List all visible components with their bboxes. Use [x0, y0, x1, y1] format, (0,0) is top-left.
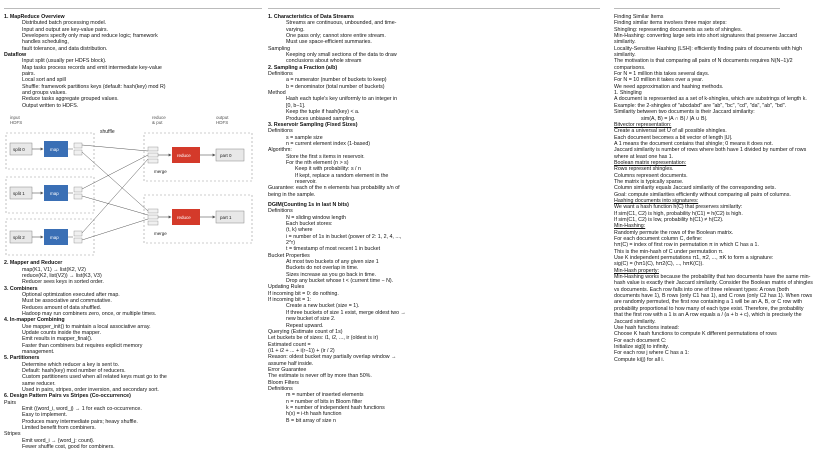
subsection-title: Pairs [4, 399, 17, 406]
text-line: Reason: oldest bucket may partially overlap window → [268, 354, 397, 361]
map-label-0: map [50, 147, 59, 153]
text-line: Emit ((word_i, word_j) → 1 for each co-occurrence. [22, 406, 142, 413]
text-line: If sim(C1, C2) is low, probability h(C1) ≠ h(C2). [614, 217, 724, 223]
text-line: Reduces amount of data shuffled. [22, 304, 102, 311]
text-line: and groups values. [22, 90, 67, 97]
text-line: Must use space-efficient summaries. [286, 39, 372, 46]
header-input-hdfs: HDFS [10, 120, 23, 126]
text-line: s = sample size [286, 134, 323, 141]
text-line: Default: hash(key) mod number of reducers. [22, 368, 126, 374]
text-line: h(x) = i-th hash function [286, 411, 342, 418]
text-line: Column similarity equals Jaccard similarity of the corresponding sets. [614, 185, 776, 192]
text-line: Faster than combiners but requires explicit memory [22, 342, 143, 349]
text-line: Produces unbiased sampling. [286, 115, 356, 122]
text-line: reduce(K2, list(V2)) → list(K3, V3) [22, 272, 102, 279]
section-title: Dataflow [4, 52, 27, 59]
text-line: Create a new bucket (size = 1). [286, 303, 360, 310]
text-line: A document is represented as a set of k-shingles, which are substrings of length k. [614, 96, 807, 103]
text-line: If incoming bit = 1: [268, 297, 312, 304]
text-line: Emit word_i → {word_j: count}. [22, 437, 95, 444]
text-line: (i1 + i2 + ... + i(r−1)) + (ir / 2) [268, 347, 335, 354]
text-line: hπ(C) = index of first row in permutation π in which C has a 1. [614, 242, 759, 249]
text-line: For the nth element (n > s) [286, 159, 349, 166]
text-line: If incoming bit = 0: do nothing. [268, 290, 339, 297]
text-line: management. [22, 348, 55, 355]
text-line: We need approximation and hashing methods. [614, 83, 724, 90]
text-line: Used in pairs, stripes, order inversion, and secondary sort. [22, 387, 159, 394]
text-line: Produces many intermediate pairs; heavy shuffle. [22, 418, 138, 425]
subsection-title: Bitvector representation: [614, 121, 672, 128]
text-line: hash value is exactly their Jaccard similarity. Consider the Boolean matrix of shingles [614, 280, 813, 287]
merge-label: merge [154, 231, 167, 237]
subsection-title: Bloom Filters [268, 379, 299, 386]
text-line: (t, k) where [286, 227, 313, 234]
text-line: N = sliding window length [286, 214, 346, 221]
text-line: Each bucket stores: [286, 221, 333, 227]
split-0-label: split 0 [13, 147, 25, 153]
subsection-title: Algorithm: [268, 147, 292, 154]
text-line: Buckets do not overlap in time. [286, 265, 359, 272]
text-line: Example: the 2-shingles of "abcdabd" are "ab", "bc", "cd", "da", "ab", "bd". [614, 102, 787, 109]
text-line: Determine which reducer a key is sent to. [22, 361, 120, 368]
text-line: Fewer shuffle cost, good for combiners. [22, 444, 115, 450]
text-line: Limited benefit from combiners. [22, 425, 96, 432]
text-line: Input split (usually per HDFS block). [22, 58, 107, 65]
header-reduce-put: & put [152, 120, 163, 126]
text-line: Streams are continuous, unbounded, and time- [286, 20, 397, 27]
text-line: Estimated count = [268, 341, 311, 348]
text-line: The estimate is never off by more than 50%. [268, 373, 372, 380]
text-line: assume half inside. [268, 360, 314, 367]
section-title: 2. Sampling a Fraction (a/b) [268, 64, 338, 71]
text-line: comparisons. [614, 64, 646, 71]
text-line: Reduce tasks aggregate grouped values. [22, 96, 119, 103]
section-title: 3. Reservoir Sampling (Fixed Sizes) [268, 121, 358, 128]
text-line: For each document column C, define: [614, 236, 703, 243]
text-line: Guarantee: each of the n elements has probability s/n of [268, 185, 400, 192]
text-line: Developers specify only map and reduce logic; framework [22, 33, 158, 40]
text-line: Output written to HDFS. [22, 102, 79, 109]
text-line: B = bit array of size n [286, 417, 336, 424]
header-shuffle: shuffle [100, 129, 115, 136]
text-line: Shuffle: framework partitions keys (default: hash(key) mod R) [22, 83, 166, 90]
text-line: documents have 1), B rows (only C1 has 1), and C rows (only C2 has 1). When rows [614, 293, 813, 300]
text-line: conclusions about whole stream [286, 58, 362, 65]
text-line: [0, b−1]. [286, 102, 306, 109]
section-title: 1. Characteristics of Data Streams [268, 14, 354, 20]
text-line: n = number of bits in Bloom filter [286, 398, 363, 405]
text-line: Querying (Estimate count of 1s) [268, 328, 343, 335]
text-line: For N = 1 million this takes several days. [614, 71, 710, 78]
subsection-title: Stripes [4, 431, 21, 438]
subsection-title: Use hash functions instead: [614, 324, 680, 331]
header-output-hdfs: HDFS [216, 120, 229, 126]
text-line: Keeping only small sections of the data to draw [286, 52, 397, 59]
text-line: sig(C) = (hπ1(C), hπ2(C), ..., hπK(C)). [614, 261, 704, 268]
text-line: For N = 10 million it takes over a year. [614, 77, 704, 84]
text-line: Reducer sees keys in sorted order. [22, 279, 104, 286]
column-similar-items [614, 14, 813, 441]
col1-top-rule [4, 8, 262, 9]
text-line: Use K independent permutations π1, π2, ..., πK to form a signature: [614, 255, 774, 262]
text-line: handles scheduling, [22, 39, 69, 46]
text-line: Distributed batch processing model. [22, 20, 107, 27]
text-line: Drop any bucket whose t < (current time − N). [286, 278, 394, 285]
text-line: Compute ki(j) for all i. [614, 356, 665, 363]
text-line: fault tolerance, and data distribution. [22, 45, 108, 52]
text-line: being in the sample. [268, 191, 316, 198]
subsection-title: Definitions [268, 208, 293, 215]
text-line: a = numerator (number of buckets to keep) [286, 77, 387, 84]
text-line: similarity. [614, 39, 636, 46]
column-mapreduce [4, 14, 264, 450]
text-line: that the first row with a 1 is an A row equals a / (a + b + c), which is precisely the [614, 312, 802, 319]
map-label-1: map [50, 191, 59, 197]
text-line: same reducer. [22, 380, 56, 387]
section-title: Finding Similar Items [614, 14, 664, 20]
text-line: Emit results in mapper_final(). [22, 336, 93, 343]
merge-label: merge [154, 169, 167, 175]
subsection-title: 1. Shingling [614, 90, 642, 97]
text-line: We want a hash function h(C) that preserves similarity: [614, 204, 743, 211]
text-line: probability proportional to how many of each type exist. Therefore, the probability [614, 305, 804, 312]
text-line: If three buckets of size 1 exist, merge oldest two → [286, 309, 406, 316]
subsection-title: Updating Rules [268, 284, 305, 291]
text-line: The matrix is typically sparse. [614, 178, 684, 185]
text-line: reservoir. [295, 178, 317, 185]
text-line: Choose K hash functions to compute K different permutations of rows [614, 331, 777, 338]
text-line: Finding similar items involves three major steps: [614, 20, 727, 27]
reduce-label-0: reduce [177, 153, 191, 159]
text-line: vs documents. Each row falls into one of three relevant types: A rows (both [614, 286, 789, 293]
text-line: Similarity between two documents is their Jaccard similarity: [614, 109, 755, 116]
text-line: Hadoop may run combiners zero, once, or multiple times. [22, 310, 157, 317]
section-title: 6. Design Pattern Pairs vs Stripes (Co-occurrence) [4, 393, 131, 400]
text-line: Optional optimization executed after map. [22, 291, 120, 298]
text-line: Input and output are key-value pairs. [22, 26, 108, 33]
text-line: varying. [286, 26, 305, 33]
text-line: Randomly permute the rows of the Boolean matrix. [614, 229, 734, 236]
text-line: Local sort and spill [22, 77, 66, 84]
text-line: b = denominator (total number of buckets) [286, 83, 385, 90]
split-1-label: split 1 [13, 191, 25, 197]
text-line: Min-Hashing: converting large sets into short signatures that preserve Jaccard [614, 33, 798, 40]
section-title: 1. MapReduce Overview [4, 14, 65, 20]
text-line: If sim(C1, C2) is high, probability h(C1) = h(C2) is high. [614, 210, 743, 217]
text-line: Jaccard similarity is number of rows where both have 1 divided by number of rows [614, 147, 807, 154]
part-0-label: part 0 [220, 153, 232, 159]
section-title: 2. Mapper and Reducer [4, 260, 63, 267]
text-line: Repeat upward. [286, 322, 324, 329]
subsection-title: Sampling [268, 45, 291, 52]
text-line: Update counts inside the mapper. [22, 329, 101, 336]
text-line: are randomly permuted, the first row containing a 1 will be an A, B, or C row with [614, 299, 803, 306]
text-line: The motivation is that comparing all pairs of N documents requires N(N−1)/2 [614, 58, 793, 65]
text-line: For each row j where C has a 1: [614, 350, 690, 357]
col3-top-rule [614, 8, 780, 9]
text-line: Locality-Sensitive Hashing (LSH): efficiently finding pairs of documents with high [614, 45, 803, 52]
subsection-title: Definitions [268, 71, 293, 78]
text-line: Map tasks process records and emit intermediate key-value [22, 64, 162, 71]
subsection-title: Min-Hashing: [614, 223, 646, 230]
subsection-title: Hashing documents into signatures: [614, 197, 699, 204]
subsection-title: Bucket Properties [268, 252, 310, 259]
part-1-label: part 1 [220, 215, 232, 221]
text-line: m = number of inserted elements [286, 392, 364, 399]
text-line: 2^r) [286, 240, 295, 247]
text-line: Let buckets be of sizes: i1, i2, ..., ir (oldest is ir) [268, 335, 379, 342]
text-line: new bucket of size 2. [286, 316, 336, 323]
section-title: DGIM(Counting 1s in last N bits) [268, 201, 349, 208]
text-line: Each document becomes a bit vector of length |U|. [614, 134, 733, 141]
text-line: Hash each tuple's key uniformly to an integer in [286, 96, 398, 103]
text-line: Create a universal set U of all possible shingles. [614, 128, 727, 135]
header-reduce: reduce [152, 115, 166, 121]
text-line: If kept, replace a random element in the [295, 172, 389, 179]
text-line: Columns represent documents. [614, 172, 688, 179]
subsection-title: Boolean matrix representation: [614, 159, 687, 166]
text-line: n = current element index (1-based) [286, 140, 371, 147]
column-data-streams [268, 14, 602, 441]
map-label-2: map [50, 235, 59, 241]
text-line: Keep the tuple if hash(key) < a. [286, 109, 360, 116]
text-line: One pass only; cannot store entire stream. [286, 33, 386, 40]
text-line: Shingling: representing documents as sets of shingles. [614, 26, 743, 33]
text-line: Goal: compute similarities efficiently without comparing all pairs of columns. [614, 191, 791, 198]
text-line: Use mapper_init() to maintain a local associative array. [22, 323, 151, 330]
text-line: t = timestamp of most recent 1 in bucket [286, 246, 381, 253]
text-line: Error Guarantee [268, 366, 307, 373]
subsection-title: Method [268, 90, 286, 97]
text-line: Keep it with probability: s / n [295, 166, 361, 173]
text-line: A 1 means the document contains that shingle; 0 means it does not. [614, 140, 774, 147]
text-line: where at least one has 1. [614, 153, 674, 160]
header-input: input [10, 115, 20, 121]
text-line: Min-Hashing works because the probability that two documents have the same min- [614, 274, 811, 281]
text-line: Sizes increase as you go back in time. [286, 271, 377, 278]
text-line: Easy to implement. [22, 412, 68, 419]
section-title: 5. Partitioners [4, 355, 40, 362]
jaccard-formula: sim(A, B) = |A ∩ B| / |A ∪ B|. [641, 115, 708, 122]
subsection-title: Definitions [268, 128, 293, 135]
text-line: similarity. [614, 52, 636, 59]
col2-top-rule [268, 8, 600, 9]
text-line: Store the first s items in reservoir. [286, 153, 365, 160]
text-line: Rows represent shingles. [614, 166, 674, 173]
reduce-label-1: reduce [177, 215, 191, 221]
text-line: For each document C: [614, 337, 667, 344]
header-output: output [216, 115, 229, 121]
text-line: k = number of independent hash functions [286, 404, 385, 411]
text-line: i = number of 1s in bucket (power of 2: 1, 2, 4, ..., [286, 233, 402, 240]
subsection-title: Definitions [268, 385, 293, 392]
text-line: Must be associative and commutative. [22, 298, 112, 305]
mapreduce-diagram [4, 111, 256, 257]
section-title: 4. In-mapper Combining [4, 317, 65, 324]
subsection-title: Min-Hash property: [614, 267, 660, 274]
section-title: 3. Combiners [4, 285, 38, 292]
text-line: map(K1, V1) → list(K2, V2) [22, 266, 86, 273]
text-line: At most two buckets of any given size 1 [286, 259, 379, 266]
text-line: Custom partitioners used when all related keys must go to the [22, 374, 167, 381]
text-line: This is the min-hash of C under permutation π. [614, 248, 724, 255]
text-line: Initialize sig[i] to infinity. [614, 343, 669, 350]
text-line: pairs. [22, 71, 35, 78]
split-2-label: split 2 [13, 235, 25, 241]
text-line: Jaccard similarity. [614, 318, 656, 325]
